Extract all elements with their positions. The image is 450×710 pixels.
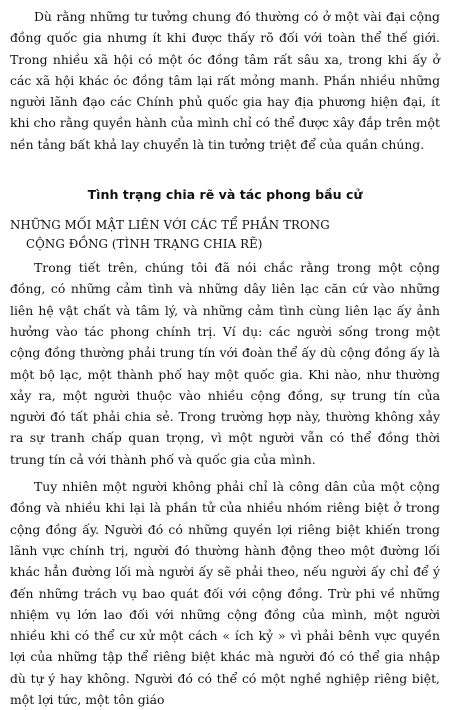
intro-paragraph: Dù rằng những tư tưởng chung đó thường có ở một vài đại cộng đồng quốc gia nhưng ít khi được thấy rõ đối với toàn thể thế giới. Trong nhiều xã hội có một óc đồng tâm rất sâu xa, trong khi ấy ở các xã hội khác óc đồng tâm lại rất mỏng manh. Phần nhiều những người lãnh đạo các Chính phủ quốc gia hay địa phương hiện đại, ít khi cho rằng quyền hành của mình chỉ có thể được xây đắp trên một nền tảng bất khả lay chuyển là tin tưởng triệt để của quần chúng. (10, 9, 440, 152)
body-paragraph-3: Tuy nhiên một người không phải chỉ là công dân của một cộng đồng và nhiều khi lại là phần tử của nhiều nhóm riêng biệt ở trong cộng đồng ấy. Người đó có những quyền lợi riêng biệt khiến trong lãnh vực chính trị, người đó thường hành động theo một đường lối khác hẳn đường lối mà người ấy sẽ phải theo, nếu người ấy chỉ để ý đến những trách vụ bao quát đối với cộng đồng. Trừ phi về những nhiệm vụ lớn lao đối với những cộng đồng của mình, một người nhiều khi có thể cư xử một cách « ích kỷ » vì phải bênh vực quyền lợi của những tập thể riêng biệt khác mà người đó có thể gia nhập dù tự ý hay không. Người đó có thể có một nghề nghiệp riêng biệt, một lợi tức, một tôn giáo (10, 479, 440, 708)
subheading (10, 216, 440, 254)
subheading-line-1: NHỮNG MỐI MẬT LIÊN VỚI CÁC TỂ PHẦN TRONG (10, 218, 330, 233)
section-heading: Tình trạng chia rẽ và tác phong bầu cử (87, 187, 363, 203)
subheading-line-2: CỘNG ĐỒNG (TÌNH TRẠNG CHIA RẼ) (26, 237, 263, 252)
body-paragraph-2: Trong tiết trên, chúng tôi đã nói chắc rằng trong một cộng đồng, có những cảm tình và những dây liên lạc căn cứ vào những liên hệ vật chất và tâm lý, và những cảm tình cùng liên lạc ấy ảnh hưởng vào tác phong chính trị. Ví dụ: các người sống trong một cộng đồng thường phải trung tín với đoàn thể ấy dù cộng đồng ấy là một bộ lạc, một thành phố hay một quốc gia. Khi nào, như thường xảy ra, một người thuộc vào nhiều cộng đồng, sự trung tín của người đó tất phải chia sẻ. Trong trường hợp này, thường không xảy ra sự tranh chấp quan trọng, vì một người vẫn có thể đồng thời trung tín cả với thành phố và quốc gia của mình. (10, 260, 440, 467)
